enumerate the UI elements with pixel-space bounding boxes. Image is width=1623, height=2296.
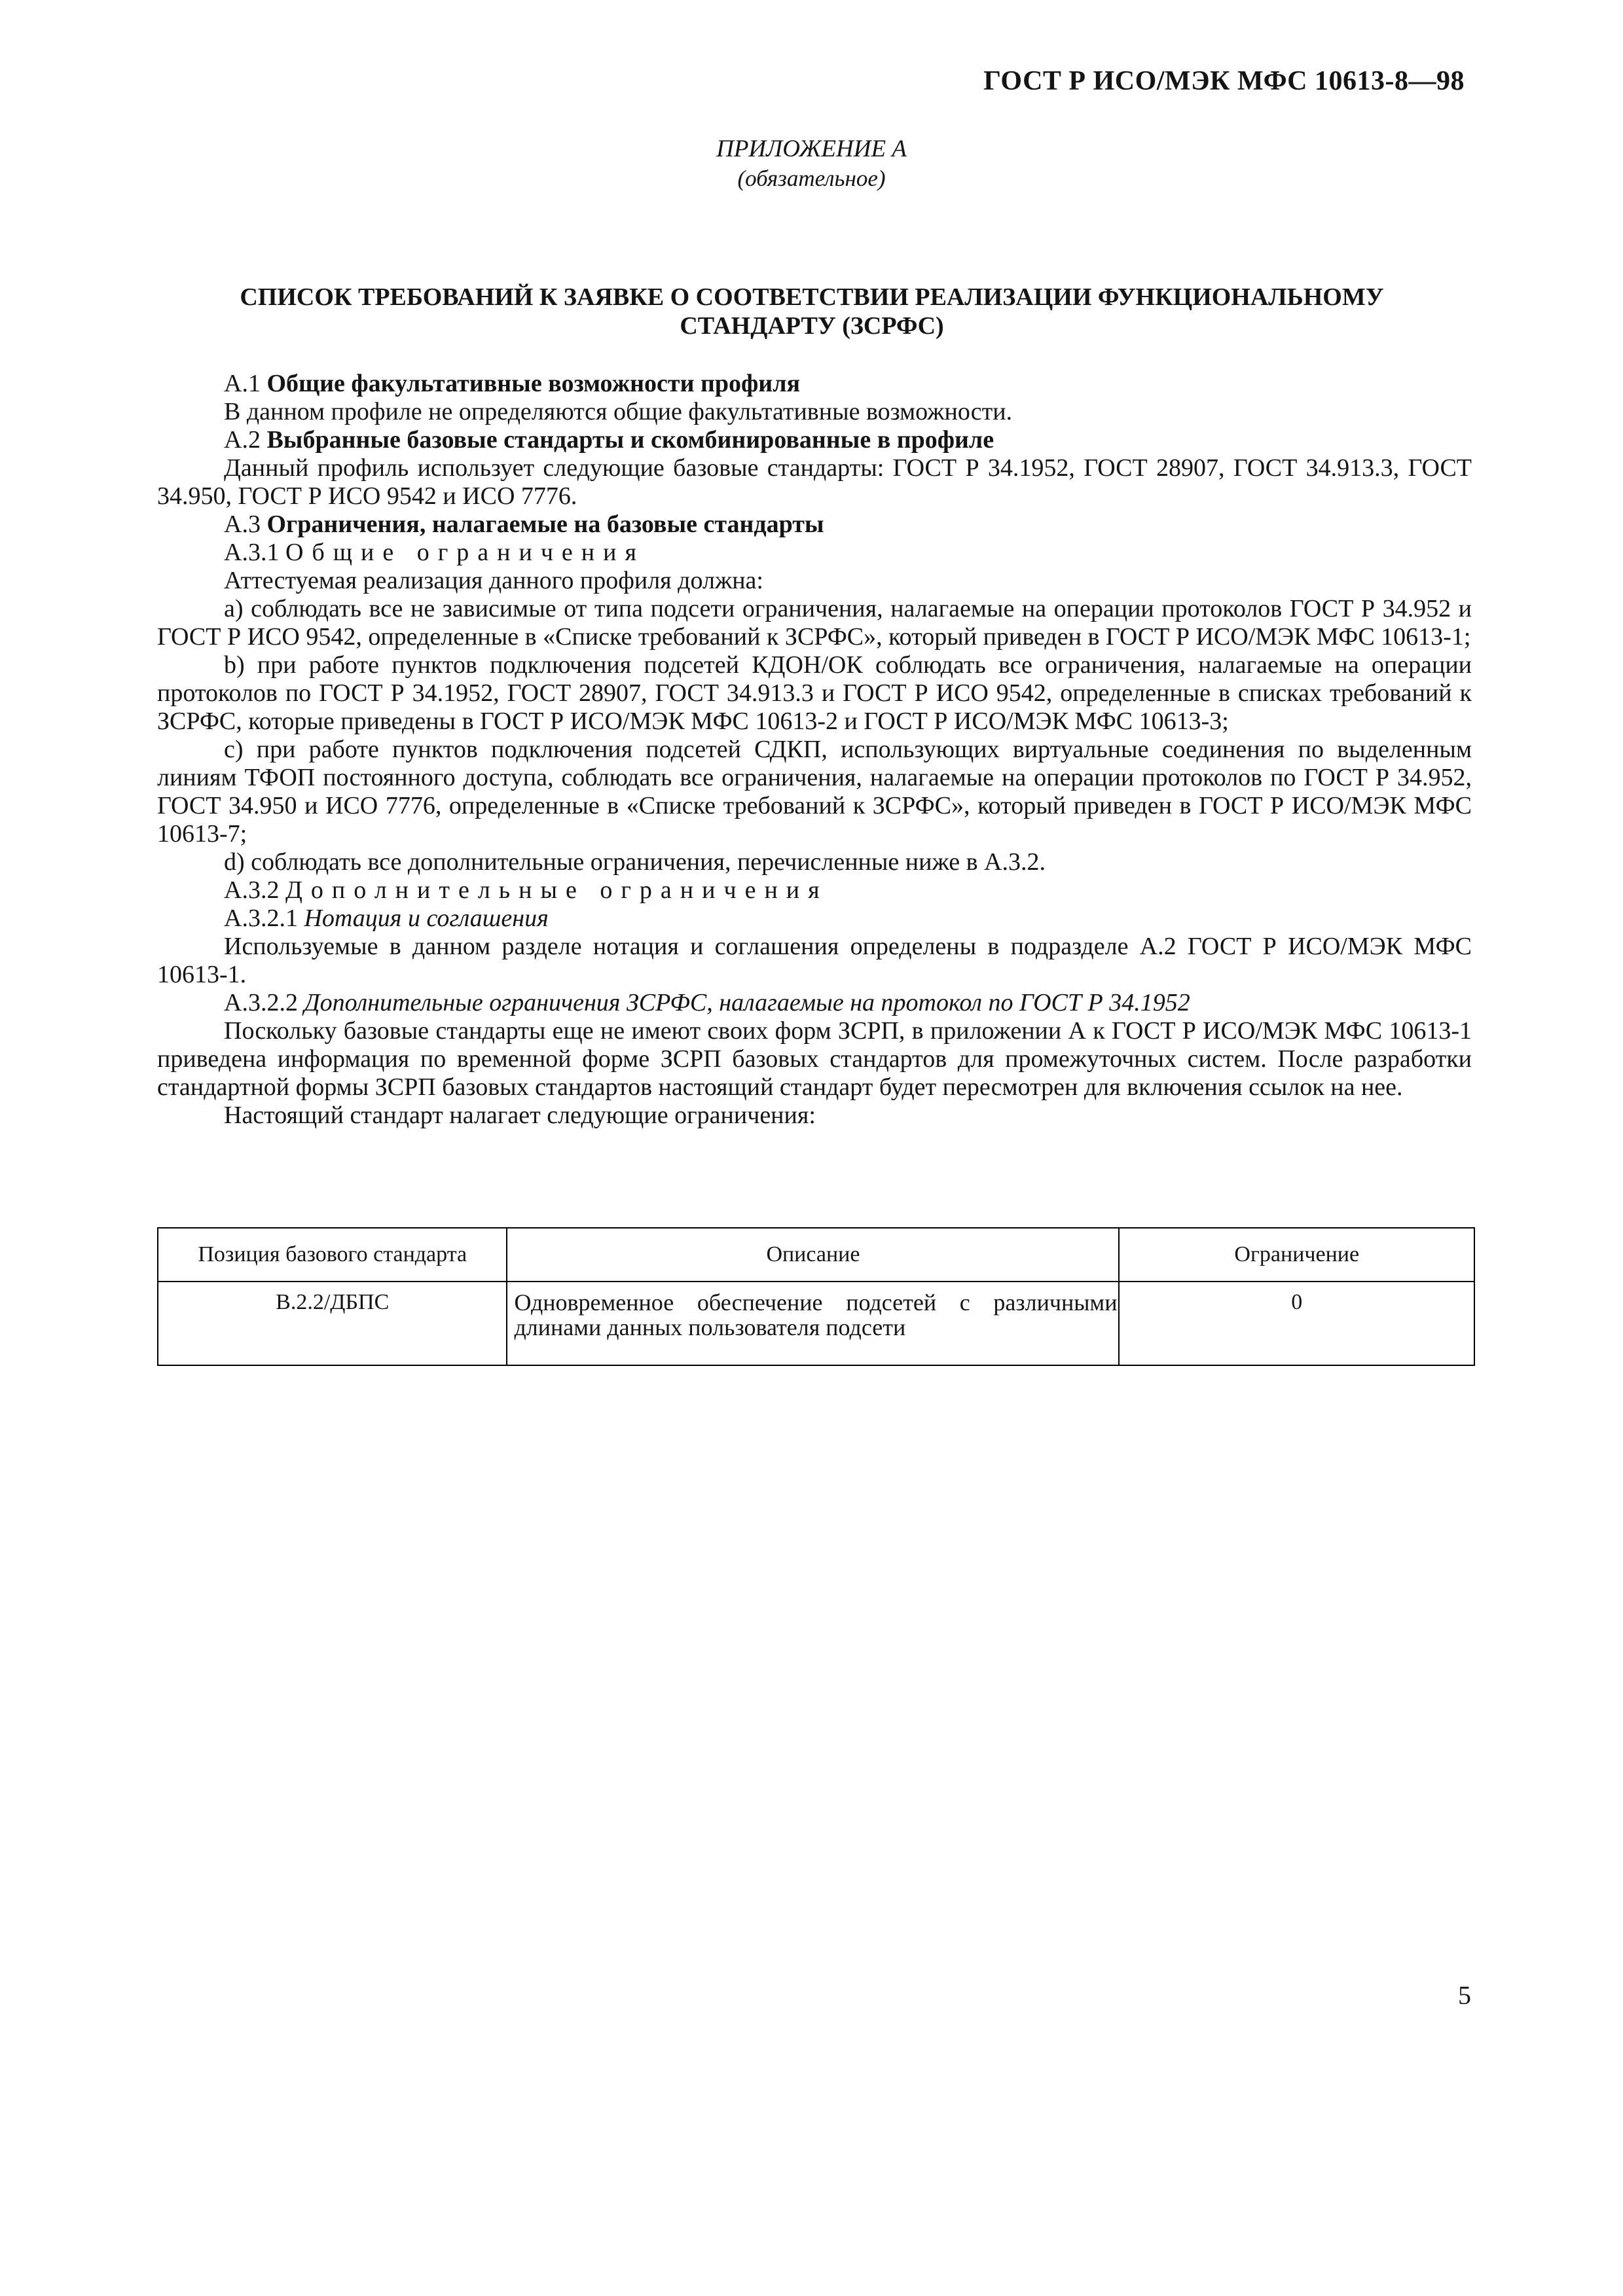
table-cell: 0 [1119,1282,1474,1365]
section-a1-heading [157,370,1472,398]
section-title: Дополнительные ограничения ЗСРФС, налагаемые на протокол по ГОСТ Р 34.1952 [304,989,1190,1016]
page-number: 5 [1458,1981,1471,2010]
table-cell: В.2.2/ДБПС [158,1282,507,1365]
section-a3-heading [157,511,1472,539]
section-title: Нотация и соглашения [304,905,549,932]
section-number: А.3 [224,511,261,538]
appendix-label: ПРИЛОЖЕНИЕ А [716,135,907,162]
restrictions-table [157,1227,1475,1366]
table-row [158,1282,1474,1365]
list-item: c) при работе пунктов подключения подсетей СДКП, использующих виртуальные соединения по выделенным линиям ТФОП постоянного доступа, соблюдать все ограничения, налагаемые на операции протоколов по ГОСТ Р 34.952, ГОСТ 34.950 и ИСО 7776, определенные в «Списке требований к ЗСРФС», который приведен в ГОСТ Р ИСО/МЭК МФС 10613-7; [157,736,1472,848]
paragraph: Используемые в данном разделе нотация и соглашения определены в подразделе А.2 ГОСТ Р ИСО/МЭК МФС 10613-1. [157,933,1472,988]
section-number: А.3.2 [224,876,280,904]
section-number: А.3.2.2 [224,989,298,1016]
paragraph: Поскольку базовые стандарты еще не имеют своих форм ЗСРП, в приложении А к ГОСТ Р ИСО/МЭК МФС 10613-1 приведена информация по временной форме ЗСРП базовых стандартов для промежуточных систем. После разработки стандартной формы ЗСРП базовых стандартов настоящий стандарт будет пересмотрен для включения ссылок на нее. [157,1017,1472,1101]
section-title: Дополнительные ограничения [285,876,828,904]
appendix-status: (обязательное) [737,166,886,191]
column-header: Описание [507,1228,1119,1282]
list-item: d) соблюдать все дополнительные ограничения, перечисленные ниже в А.3.2. [224,848,1046,876]
section-title: Выбранные базовые стандарты и скомбинированные в профиле [266,426,994,454]
body-text [157,370,1472,1130]
paragraph: Аттестуемая реализация данного профиля должна: [224,567,763,594]
section-title: Общие факультативные возможности профиля [266,370,801,397]
document-code: ГОСТ Р ИСО/МЭК МФС 10613-8—98 [983,66,1465,96]
table-cell: Одновременное обеспечение подсетей с различными длинами данных пользователя подсети [507,1282,1119,1365]
section-number: А.3.1 [224,539,280,566]
section-title: Общие ограничения [285,539,645,566]
section-title: Ограничения, налагаемые на базовые стандарты [266,511,824,538]
section-number: А.2 [224,426,261,454]
appendix-heading [0,134,1623,193]
section-a32-heading [157,876,1472,905]
section-number: А.3.2.1 [224,905,298,932]
document-title: СПИСОК ТРЕБОВАНИЙ К ЗАЯВКЕ О СООТВЕТСТВИИ РЕАЛИЗАЦИИ ФУНКЦИОНАЛЬНОМУ СТАНДАРТУ (ЗСРФС) [240,283,1384,340]
list-item: a) соблюдать все не зависимые от типа подсети ограничения, налагаемые на операции протоколов ГОСТ Р 34.952 и ГОСТ Р ИСО 9542, определенные в «Списке требований к ЗСРФС», который приведен в ГОСТ Р ИСО/МЭК МФС 10613-1; [157,595,1472,651]
paragraph: Данный профиль использует следующие базовые стандарты: ГОСТ Р 34.1952, ГОСТ 28907, ГОСТ 34.913.3, ГОСТ 34.950, ГОСТ Р ИСО 9542 и ИСО 7776. [157,454,1472,510]
list-item: b) при работе пунктов подключения подсетей КДОН/ОК соблюдать все ограничения, налагаемые на операции протоколов по ГОСТ Р 34.1952, ГОСТ 28907, ГОСТ 34.913.3 и ГОСТ Р ИСО 9542, определенные в списках требований к ЗСРФС, которые приведены в ГОСТ Р ИСО/МЭК МФС 10613-2 и ГОСТ Р ИСО/МЭК МФС 10613-3; [157,651,1472,735]
section-a2-heading [157,426,1472,454]
column-header: Позиция базового стандарта [158,1228,507,1282]
paragraph: В данном профиле не определяются общие факультативные возможности. [224,398,1013,425]
section-number: А.1 [224,370,261,397]
paragraph: Настоящий стандарт налагает следующие ограничения: [224,1102,816,1129]
table-header-row [158,1228,1474,1282]
section-a31-heading [157,539,1472,567]
section-a322-heading [157,989,1472,1017]
column-header: Ограничение [1119,1228,1474,1282]
section-a321-heading [157,905,1472,933]
